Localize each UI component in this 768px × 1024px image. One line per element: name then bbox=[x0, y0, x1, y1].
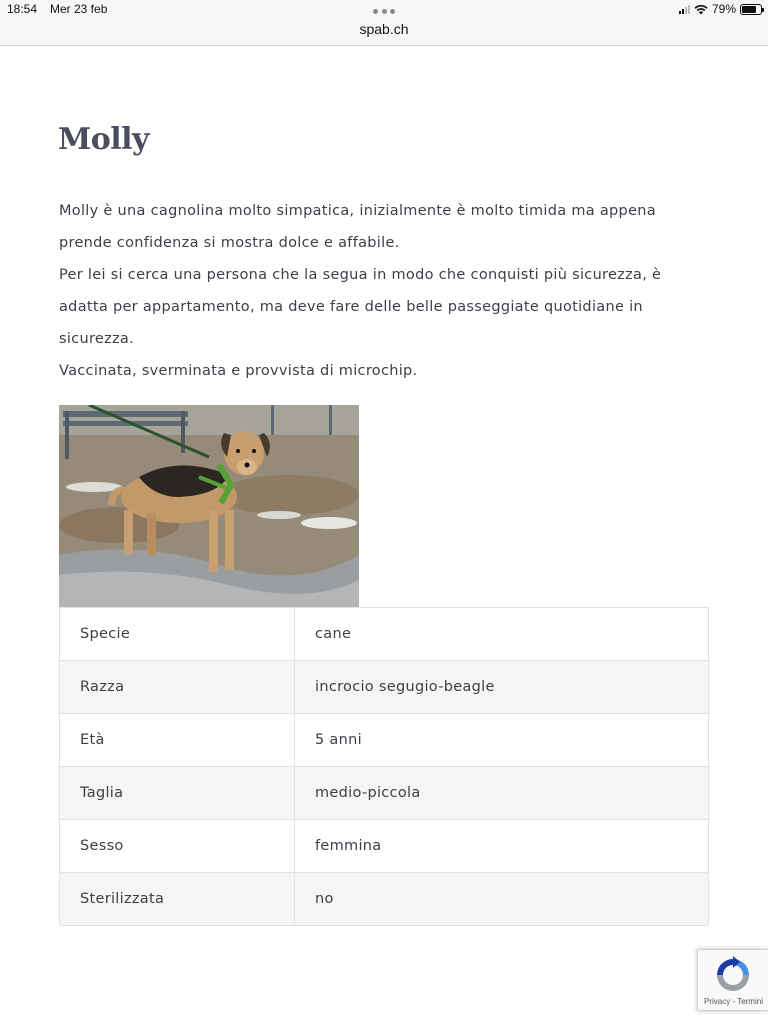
battery-icon bbox=[740, 4, 762, 15]
pet-photo[interactable] bbox=[59, 405, 359, 607]
table-row bbox=[60, 714, 709, 767]
detail-value: 5 anni bbox=[295, 714, 709, 767]
status-indicators bbox=[679, 2, 762, 16]
detail-label: Razza bbox=[60, 661, 295, 714]
detail-label: Età bbox=[60, 714, 295, 767]
recaptcha-badge[interactable] bbox=[697, 949, 768, 1011]
detail-label: Sterilizzata bbox=[60, 873, 295, 926]
detail-value: femmina bbox=[295, 820, 709, 873]
dog-image bbox=[59, 405, 359, 607]
battery-percent: 79% bbox=[711, 2, 736, 16]
cellular-signal-icon bbox=[679, 4, 690, 14]
table-row bbox=[60, 767, 709, 820]
detail-value: incrocio segugio-beagle bbox=[295, 661, 709, 714]
status-date: Mer 23 feb bbox=[50, 2, 108, 16]
detail-label: Specie bbox=[60, 608, 295, 661]
wifi-icon bbox=[694, 4, 708, 15]
recaptcha-links[interactable]: Privacy - Termini bbox=[704, 997, 763, 1006]
description-paragraph: Per lei si cerca una persona che la segua in modo che conquisti più sicurezza, è adatta per appartamento, ma deve fare delle belle passeggiate quotidiane in sicurezza. bbox=[59, 267, 662, 347]
table-row bbox=[60, 661, 709, 714]
description-paragraph: Vaccinata, sverminata e provvista di microchip. bbox=[59, 363, 418, 379]
table-row bbox=[60, 608, 709, 661]
detail-label: Taglia bbox=[60, 767, 295, 820]
table-row bbox=[60, 873, 709, 926]
detail-value: medio-piccola bbox=[295, 767, 709, 820]
pet-description bbox=[59, 195, 709, 387]
address-bar[interactable]: spab.ch bbox=[359, 21, 409, 37]
recaptcha-icon bbox=[714, 956, 752, 994]
detail-value: cane bbox=[295, 608, 709, 661]
browser-top-bar bbox=[0, 0, 768, 46]
table-row bbox=[60, 820, 709, 873]
more-dots-icon[interactable] bbox=[373, 9, 395, 15]
pet-details-table bbox=[59, 607, 709, 926]
description-paragraph: Molly è una cagnolina molto simpatica, inizialmente è molto timida ma appena prende confidenza si mostra dolce e affabile. bbox=[59, 203, 656, 251]
page-title: Molly bbox=[58, 122, 149, 157]
status-time: 18:54 bbox=[7, 2, 38, 16]
detail-label: Sesso bbox=[60, 820, 295, 873]
detail-value: no bbox=[295, 873, 709, 926]
